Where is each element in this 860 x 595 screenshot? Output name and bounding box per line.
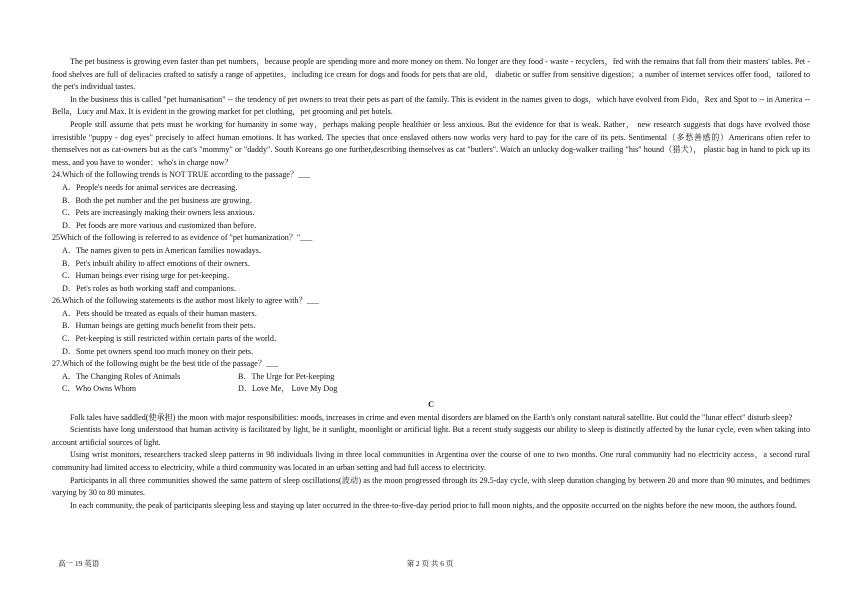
page-content (52, 56, 810, 512)
question-27-stem: 27.Which of the following might be the best title of the passage？___ (52, 359, 279, 369)
question-26-option-b: B．Human beings are getting much benefit from their pets． (62, 321, 262, 331)
question-27-options-row-2 (62, 383, 810, 396)
question-24-option-a: A．People's needs for animal services are decreasing． (62, 182, 244, 192)
footer-page-number: 第 2 页 共 6 页 (406, 559, 454, 568)
question-25-option-a: A．The names given to pets in American families nowadays． (62, 245, 267, 255)
question-24-option-c: C．Pets are increasingly making their owners less anxious． (62, 208, 261, 218)
question-24-stem: 24.Which of the following trends is NOT TRUE according to the passage？___ (52, 170, 311, 180)
question-24-option-d: D．Pet foods are more various and customized than before． (62, 220, 263, 230)
question-26-option-c: C．Pet-keeping is still restricted within certain parts of the world． (62, 334, 283, 344)
passage-c-paragraph-1: Folk tales have saddled(使承担) the moon with major responsibilities: moods, increases in crime and even mental disorders are blamed on the Earth's only constant natural satellite. But could the "lunar effect" disturb sleep? (70, 412, 793, 422)
footer-exam-label: 高一 19 英语 (58, 559, 100, 568)
question-26-option-a: A．Pets should be treated as equals of their human masters． (62, 308, 263, 318)
question-24-option-b: B．Both the pet number and the pet business are growing． (62, 195, 258, 205)
passage-c-paragraph-5: In each community, the peak of participants sleeping less and staying up later occurred in the three-to-five-day period prior to full moon nights, and the opposite occurred on the nights before the new moon, the authors found. (70, 500, 797, 510)
passage-c-paragraph-4: Participants in all three communities showed the same pattern of sleep oscillations(波动) as the moon progressed through its 29.5-day cycle, with sleep duration changing by between 20 and more than 90 minutes, and bedtimes varying by 30 to 80 minutes. (52, 475, 810, 498)
question-25-option-b: B．Pet's inbuilt ability to affect emotions of their owners． (62, 258, 256, 268)
passage-b-paragraph-2: In the business this is called "pet humanisation" -- the tendency of pet owners to treat their pets as part of the family. This is evident in the names given to dogs，which have evolved from Fido，Rex and Spot to -- in America -- Bella，Lucy and Max. It is evident in the growing market for pet clothing，pet grooming and pet hotels. (52, 94, 810, 117)
passage-c-paragraph-2: Scientists have long understood that human activity is facilitated by light, be it sunlight, moonlight or artificial light. But a recent study suggests our ability to sleep is distinctly affected by the lunar cycle, even when taking into account artificial sources of light. (52, 425, 810, 447)
question-25-option-d: D．Pet's roles as both working staff and companions． (62, 283, 243, 293)
question-26-stem: 26.Which of the following statements is the author most likely to agree with？___ (52, 296, 319, 306)
question-27-option-b: B．The Urge for Pet-keeping (238, 371, 335, 381)
question-27-options-row-1 (62, 371, 810, 384)
passage-b-paragraph-3: People still assume that pets must be working for humanity in some way，perhaps making people healthier or less anxious. But the evidence for that is weak. Rather， new research suggests that dogs have evolved those irresistible "puppy - dog eyes" precisely to affect human emotions. It has worked. The species that once enslaved others now works very hard to pay for the care of its pets. Sentimental（多愁善感的）Americans often refer to themselves not as cat-owners but as the cat's "mommy" or "daddy". South Koreans go one further,describing themselves as cat "butlers". Watch an unlucky dog-walker trailing "his" hound（猎犬）， plastic bag in hand to pick up its mess, and you have to wonder：who's in charge now？ (52, 119, 810, 167)
question-25-stem: 25Which of the following is referred to as evidence of "pet humanization？"___ (52, 233, 313, 243)
question-27-option-a: A．The Changing Roles of Animals (62, 371, 181, 381)
question-27-option-d: D．Love Me， Love My Dog (238, 384, 338, 394)
question-25-option-c: C．Human beings ever rising urge for pet-keeping． (62, 271, 235, 281)
passage-c-paragraph-3: Using wrist monitors, researchers tracked sleep patterns in 98 individuals living in three local communities in Argentina over the course of one to two months. One rural community had no electricity access，a second rural community had limited access to electricity, while a third community was located in an urban setting and had full access to electricity. (52, 450, 810, 472)
question-26-option-d: D．Some pet owners spend too much money on their pets． (62, 346, 260, 356)
question-27-option-c: C．Who Owns Whom (62, 384, 137, 394)
passage-c-heading: C (428, 400, 434, 410)
passage-b-paragraph-1: The pet business is growing even faster than pet numbers，because people are spending more and more money on them. No longer are they food - waste - recyclers，fed with the remains that fall from their masters' tables. Pet - food shelves are full of delicacies crafted to satisfy a range of appetites，including ice cream for dogs and foods for pets that are old， diabetic or suffer from sensitive digestion；a number of internet services offer food，tailored to the pet's individual tastes. (52, 57, 810, 92)
